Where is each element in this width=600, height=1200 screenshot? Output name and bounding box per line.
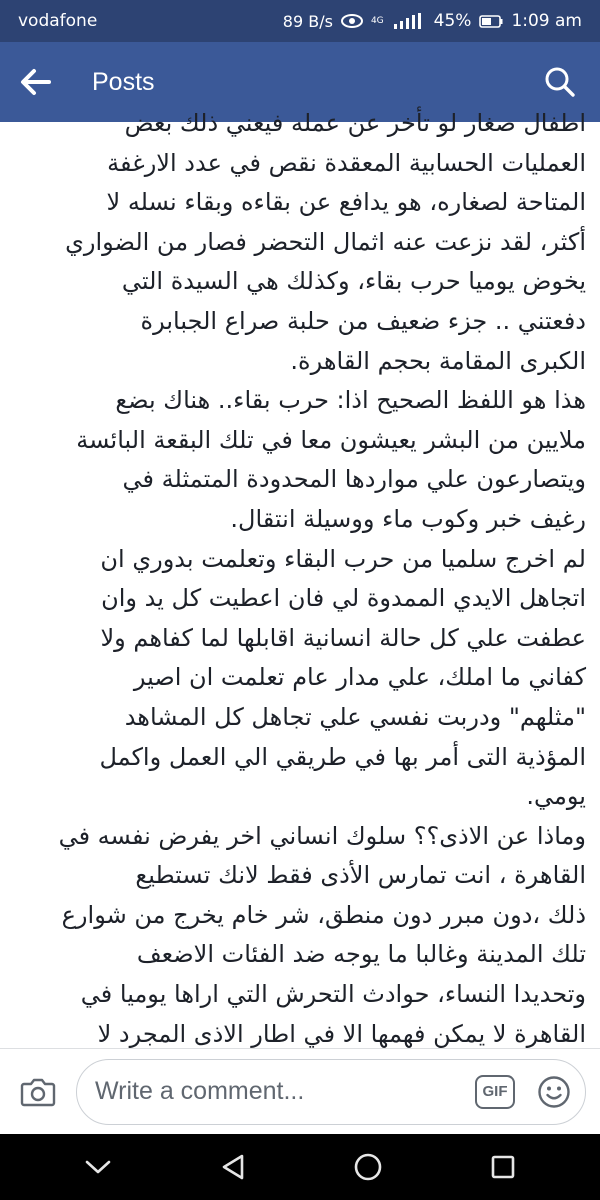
battery-percent: 45% [433,11,472,31]
status-bar-right [283,11,582,31]
carrier-name: vodafone [18,11,98,31]
post-line: ويتصارعون علي مواردها المحدودة المتمثلة في [122,465,586,494]
post-line: اتجاهل الايدي الممدوة لي فان اعطيت كل يد وان [101,584,586,613]
post-content[interactable] [0,109,600,1048]
post-line: المؤذية التى أمر بها في طريقي الي العمل واكمل [99,742,586,771]
comment-input[interactable] [76,1059,586,1125]
post-line: المتاحة لصغاره، هو يدافع عن بقاءه وبقاء نسله لا [106,188,586,217]
nav-home-button[interactable] [338,1137,398,1197]
post-line: اطفال صغار لو تأخر عن عمله فيعني ذلك بعض [124,109,586,137]
back-triangle-icon [220,1153,246,1181]
post-line: القاهرة ، انت تمارس الأذى فقط لانك تستطيع [135,861,586,890]
network-speed: 89 B/s [282,11,333,31]
nav-recents-button[interactable] [473,1137,533,1197]
post-line: يخوض يوميا حرب بقاء، وكذلك هي السيدة التي [121,267,586,296]
comment-placeholder: Write a comment... [95,1077,305,1105]
nav-back-button[interactable] [203,1137,263,1197]
home-circle-icon [353,1152,383,1182]
post-line: دفعتني .. جزء ضعيف من حلبة صراع الجبابرة [140,306,586,335]
emoji-icon[interactable] [537,1075,571,1109]
post-line: تلك المدينة وغالبا ما يوجه ضد الفئات الاضعف [136,940,586,969]
search-icon [544,66,576,98]
back-arrow-icon [21,69,51,95]
post-line: وتحديدا النساء، حوادث التحرش التي اراها يوميا في [80,980,586,1009]
post-line: يومي. [526,782,586,811]
post-body [14,104,586,1094]
signal-icon [392,13,426,29]
post-line: عطفت علي كل حالة انسانية اقابلها لما كفاهم ولا [100,623,586,652]
recents-square-icon [490,1154,516,1180]
clock: 1:09 am [511,11,582,31]
status-bar [0,0,600,42]
post-line: هذا هو اللفظ الصحيح اذا: حرب بقاء.. هناك بضع [115,386,586,415]
post-line: لم اخرج سلميا من حرب البقاء وتعلمت بدوري ان [100,544,586,573]
comment-bar [0,1048,600,1134]
gif-button[interactable] [475,1075,515,1109]
post-line: رغيف خبر وكوب ماء ووسيلة انتقال. [230,504,586,533]
camera-icon [20,1077,56,1107]
eye-icon [341,14,363,28]
gif-label: GIF [482,1083,508,1100]
collapse-chevron-icon [85,1159,111,1175]
page-title: Posts [92,67,155,96]
post-line: العمليات الحسابية المعقدة نقص في عدد الارغفة [107,148,586,177]
camera-button[interactable] [0,1049,76,1135]
post-line: الكبرى المقامة بحجم القاهرة. [290,346,586,375]
post-line: ذلك ،دون مبرر دون منطق، شر خام يخرج من شوارع [61,900,586,929]
post-line: ملايين من البشر يعيشون معا في تلك البقعة البائسة [76,425,586,454]
battery-icon [479,15,503,28]
post-line: القاهرة لا يمكن فهمها الا في اطار الاذى المجرد لا [97,1019,586,1048]
post-line: وماذا عن الاذى؟؟ سلوك انساني اخر يفرض نفسه في [58,821,586,850]
post-line: أكثر، لقد نزعت عنه اثمال التحضر فصار من الضواري [65,227,586,256]
system-nav-bar [0,1134,600,1200]
post-line: كفاني ما املك، علي مدار عام تعلمت ان اصير [133,663,586,692]
post-line: "مثلهم" ودربت نفسي علي تجاهل كل المشاهد [124,702,586,731]
collapse-button[interactable] [68,1137,128,1197]
network-type: 4G [370,15,384,26]
